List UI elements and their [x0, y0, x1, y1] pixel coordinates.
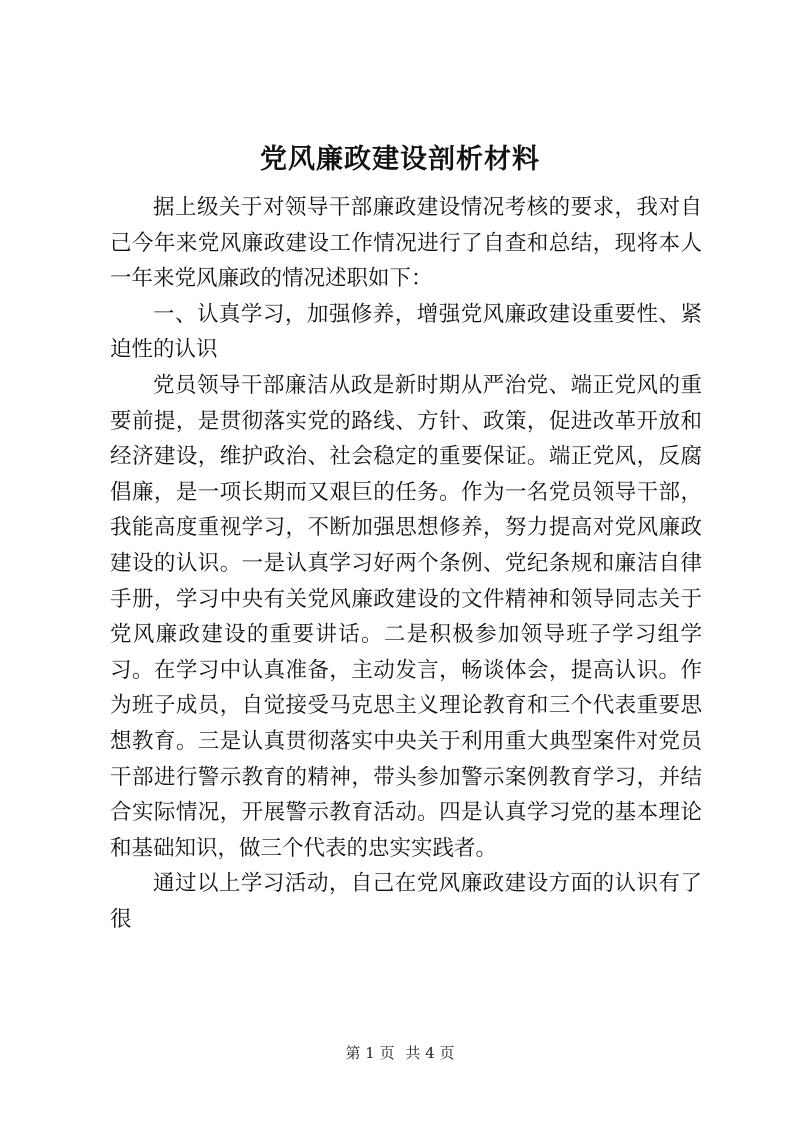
page-number: 第 1 页 — [345, 1044, 395, 1062]
paragraph-learning: 党员领导干部廉洁从政是新时期从严治党、端正党风的重要前提，是贯彻落实党的路线、方针、政策，促进改革开放和经济建设，维护政治、社会稳定的重要保证。端正党风，反腐倡廉，是一项长期而又艰巨的任务。作为一名党员领导干部，我能高度重视学习，不断加强思想修养，努力提高对党风廉政建设的认识。一是认真学习好两个条例、党纪条规和廉洁自律手册，学习中央有关党风廉政建设的文件精神和领导同志关于党风廉政建设的重要讲话。二是积极参加领导班子学习组学习。在学习中认真准备，主动发言，畅谈体会，提高认识。作为班子成员，自觉接受马克思主义理论教育和三个代表重要思想教育。三是认真贯彻落实中央关于利用重大典型案件对党员干部进行警示教育的精神，带头参加警示案例教育学习，并结合实际情况，开展警示教育活动。四是认真学习党的基本理论和基础知识，做三个代表的忠实实践者。 — [110, 372, 702, 861]
document-title: 党风廉政建设剖析材料 — [260, 144, 540, 175]
document-body — [110, 190, 702, 937]
page-footer — [0, 1042, 800, 1064]
paragraph-conclusion-start: 通过以上学习活动，自己在党风廉政建设方面的认识有了很 — [110, 871, 702, 932]
paragraph-section-heading: 一、认真学习，加强修养，增强党风廉政建设重要性、紧迫性的认识 — [110, 301, 702, 363]
paragraph-intro: 据上级关于对领导干部廉政建设情况考核的要求，我对自己今年来党风廉政建设工作情况进行了自查和总结，现将本人一年来党风廉政的情况述职如下： — [110, 195, 702, 292]
page-total: 共 4 页 — [405, 1044, 455, 1062]
